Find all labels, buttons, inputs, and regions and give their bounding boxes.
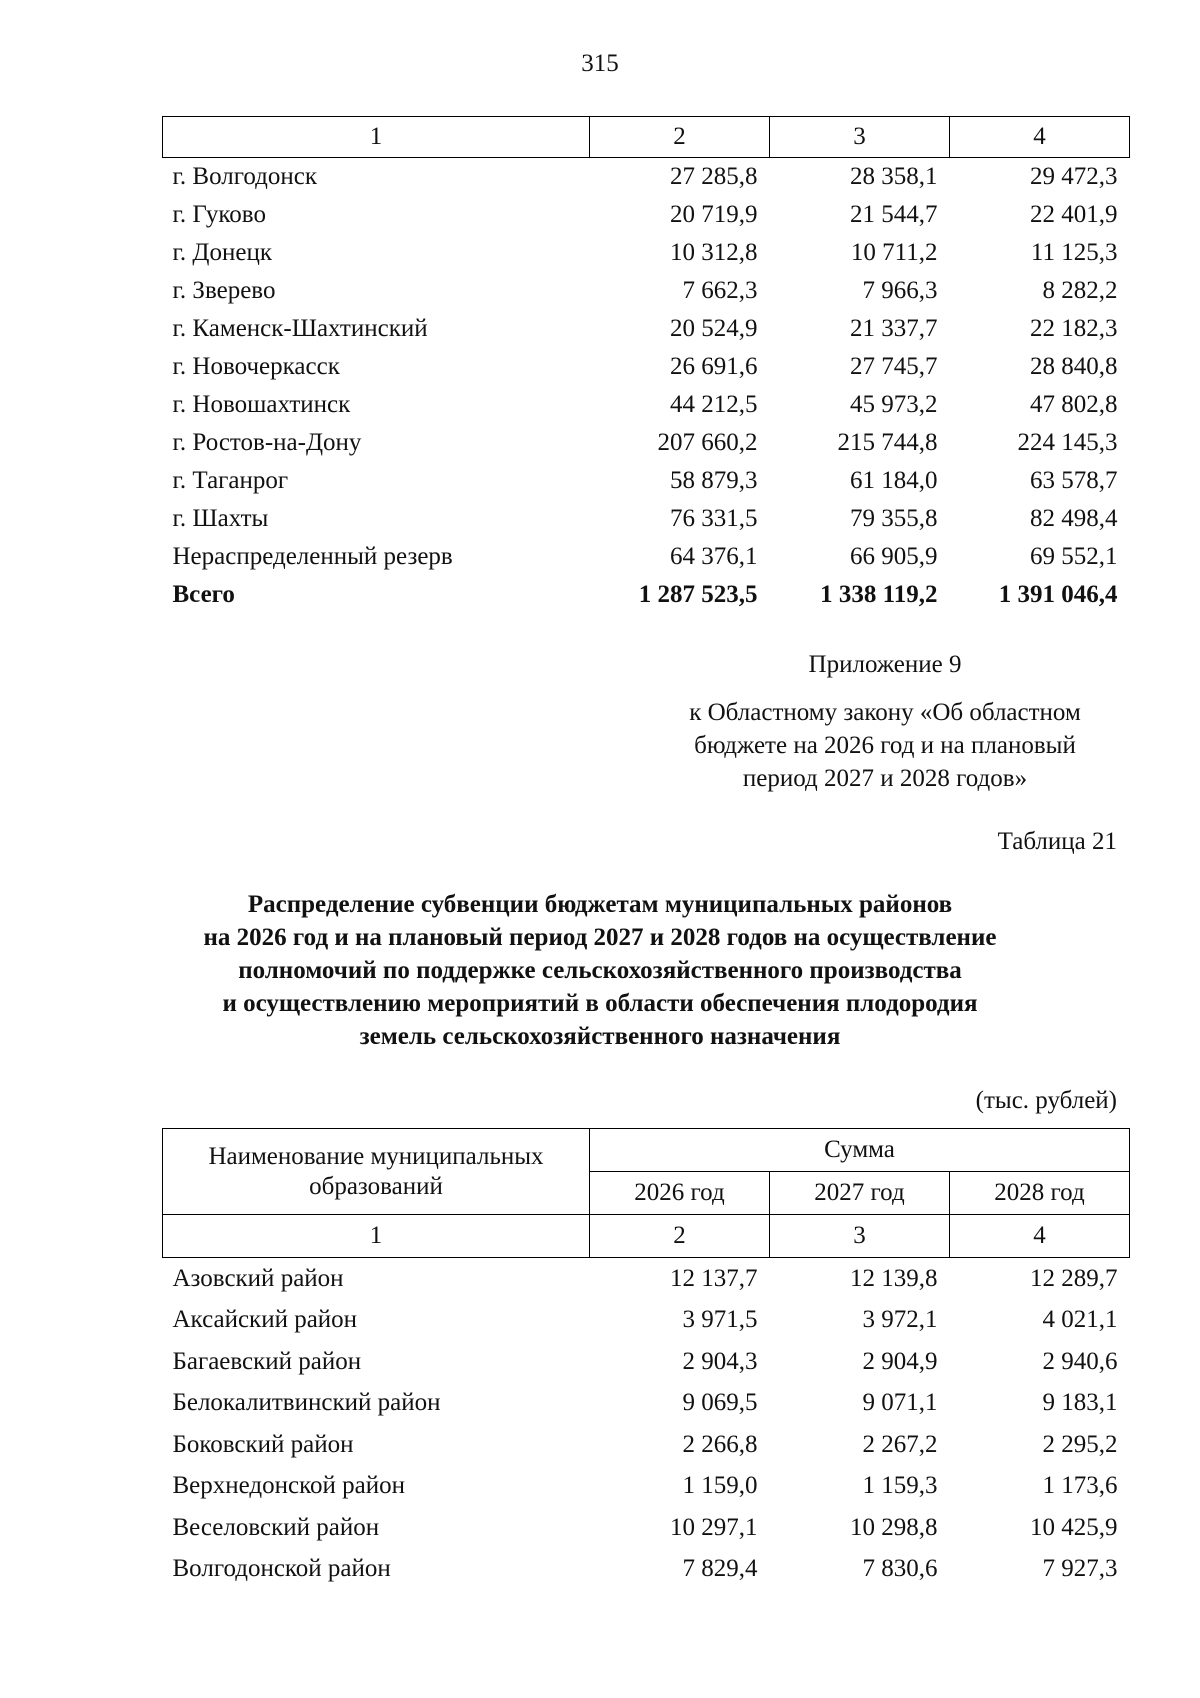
units-label: (тыс. рублей) (975, 1087, 1117, 1114)
row-value-2027: 79 355,8 (850, 505, 938, 532)
table-row (163, 196, 1130, 234)
row-value-2028: 2 940,6 (1042, 1347, 1118, 1375)
table-label: Таблица 21 (997, 828, 1117, 855)
table-row (163, 1341, 1130, 1383)
appendix-title: Приложение 9 (808, 651, 962, 678)
row-value-2027: 10 298,8 (850, 1513, 938, 1541)
table-row (163, 500, 1130, 538)
row-value-2028: 47 802,8 (1030, 391, 1118, 418)
row-value-2027: 21 544,7 (850, 201, 938, 228)
row-name-cell: Багаевский район (172, 1347, 362, 1375)
row-value-2028: 8 282,2 (1042, 277, 1118, 304)
row-value-2026: 10 297,1 (670, 1513, 758, 1541)
row-value-2027: 7 966,3 (862, 277, 938, 304)
table-row (163, 1507, 1130, 1549)
row-name-cell: Нераспределенный резерв (172, 543, 453, 570)
caption-line: и осуществлению мероприятий в области обеспечения плодородия (222, 990, 978, 1017)
caption-line: полномочий по поддержке сельскохозяйственного производства (238, 957, 962, 984)
table-row (163, 272, 1130, 310)
row-value-2026: 20 719,9 (670, 201, 758, 228)
row-value-2026: 26 691,6 (670, 353, 758, 380)
table-row (163, 386, 1130, 424)
column-header-sum: Сумма (590, 1129, 1130, 1172)
table-row (163, 1424, 1130, 1466)
table-districts (162, 1128, 1130, 1590)
column-number-3: 3 (770, 1215, 950, 1258)
appendix-line: к Областному закону «Об областном (689, 699, 1081, 726)
row-name-cell: Белокалитвинский район (172, 1389, 441, 1417)
row-value-2027: 45 973,2 (850, 391, 938, 418)
row-name-cell: Всего (172, 581, 235, 608)
table-row (163, 538, 1130, 576)
row-value-2028: 69 552,1 (1030, 543, 1118, 570)
row-value-2027: 1 159,3 (862, 1472, 938, 1500)
row-value-2028: 22 182,3 (1030, 315, 1118, 342)
column-number-2: 2 (590, 1215, 770, 1258)
row-value-2028: 28 840,8 (1030, 353, 1118, 380)
column-number-1: 1 (163, 1215, 590, 1258)
row-value-2028: 1 391 046,4 (998, 581, 1118, 608)
row-value-2028: 7 927,3 (1042, 1555, 1118, 1583)
row-value-2027: 1 338 119,2 (820, 581, 938, 608)
appendix-line: период 2027 и 2028 годов» (742, 765, 1028, 792)
row-name-cell: Веселовский район (172, 1513, 380, 1541)
table-row (163, 424, 1130, 462)
row-name-cell: г. Гуково (172, 201, 266, 228)
column-header-year: 2028 год (950, 1172, 1130, 1215)
column-number-3: 3 (770, 117, 950, 158)
row-name-cell: г. Таганрог (172, 467, 289, 494)
row-name-cell: г. Ростов-на-Дону (172, 429, 362, 456)
row-value-2026: 3 971,5 (682, 1306, 758, 1334)
row-value-2026: 20 524,9 (670, 315, 758, 342)
row-name-cell: г. Каменск-Шахтинский (172, 315, 428, 342)
row-value-2027: 10 711,2 (850, 239, 938, 266)
caption-line: Распределение субвенции бюджетам муниципальных районов (247, 891, 953, 918)
appendix-text (640, 696, 1130, 795)
header-line: образований (309, 1172, 443, 1200)
table-header-row (163, 1129, 1130, 1172)
row-value-2028: 29 472,3 (1030, 163, 1118, 190)
row-value-2027: 215 744,8 (837, 429, 938, 456)
row-value-2026: 1 287 523,5 (638, 581, 758, 608)
row-value-2026: 207 660,2 (657, 429, 758, 456)
row-value-2028: 63 578,7 (1030, 467, 1118, 494)
row-value-2027: 12 139,8 (850, 1264, 938, 1292)
row-name-cell: г. Шахты (172, 505, 269, 532)
table-total-row (163, 576, 1130, 614)
table-row (163, 1383, 1130, 1425)
row-name-cell: Азовский район (172, 1264, 344, 1292)
table-header-row (163, 117, 1130, 158)
table-row (163, 1300, 1130, 1342)
column-header-year: 2026 год (590, 1172, 770, 1215)
row-value-2026: 64 376,1 (670, 543, 758, 570)
row-value-2026: 76 331,5 (670, 505, 758, 532)
row-value-2027: 27 745,7 (850, 353, 938, 380)
column-number-4: 4 (950, 117, 1130, 158)
table-row (163, 1258, 1130, 1300)
row-value-2026: 12 137,7 (670, 1264, 758, 1292)
row-value-2027: 2 904,9 (862, 1347, 938, 1375)
row-value-2028: 4 021,1 (1042, 1306, 1118, 1334)
row-value-2028: 1 173,6 (1042, 1472, 1118, 1500)
row-value-2026: 10 312,8 (670, 239, 758, 266)
table-cities (162, 116, 1130, 614)
column-number-2: 2 (590, 117, 770, 158)
row-value-2026: 44 212,5 (670, 391, 758, 418)
table-header-numbers-row (163, 1215, 1130, 1258)
table-row (163, 310, 1130, 348)
row-value-2028: 9 183,1 (1042, 1389, 1118, 1417)
table-row (163, 1549, 1130, 1591)
row-value-2027: 61 184,0 (850, 467, 938, 494)
row-value-2026: 9 069,5 (682, 1389, 758, 1417)
header-line: Наименование муниципальных (208, 1142, 544, 1170)
column-header-name (163, 1129, 590, 1215)
table-row (163, 462, 1130, 500)
row-value-2026: 27 285,8 (670, 163, 758, 190)
row-value-2026: 2 266,8 (682, 1430, 758, 1458)
column-number-1: 1 (163, 117, 590, 158)
row-name-cell: Боковский район (172, 1430, 354, 1458)
table-row (163, 1466, 1130, 1508)
caption-line: земель сельскохозяйственного назначения (359, 1023, 841, 1050)
row-value-2028: 12 289,7 (1030, 1264, 1118, 1292)
table-row (163, 348, 1130, 386)
row-value-2027: 2 267,2 (862, 1430, 938, 1458)
row-value-2028: 11 125,3 (1030, 239, 1118, 266)
row-value-2027: 3 972,1 (862, 1306, 938, 1334)
row-value-2028: 82 498,4 (1030, 505, 1118, 532)
row-value-2026: 7 829,4 (682, 1555, 758, 1583)
row-value-2028: 10 425,9 (1030, 1513, 1118, 1541)
row-value-2026: 1 159,0 (682, 1472, 758, 1500)
row-value-2027: 66 905,9 (850, 543, 938, 570)
row-value-2027: 28 358,1 (850, 163, 938, 190)
row-value-2026: 2 904,3 (682, 1347, 758, 1375)
column-header-year: 2027 год (770, 1172, 950, 1215)
row-value-2027: 7 830,6 (862, 1555, 938, 1583)
row-name-cell: г. Волгодонск (172, 163, 318, 190)
row-value-2026: 58 879,3 (670, 467, 758, 494)
row-value-2028: 22 401,9 (1030, 201, 1118, 228)
column-number-4: 4 (950, 1215, 1130, 1258)
row-value-2028: 224 145,3 (1017, 429, 1118, 456)
row-name-cell: г. Новошахтинск (172, 391, 351, 418)
row-value-2026: 7 662,3 (682, 277, 758, 304)
appendix-line: бюджете на 2026 год и на плановый (694, 732, 1076, 759)
table-caption (150, 888, 1050, 1053)
caption-line: на 2026 год и на плановый период 2027 и 2028 годов на осуществление (203, 924, 997, 951)
row-name-cell: Верхнедонской район (172, 1472, 405, 1500)
row-value-2028: 2 295,2 (1042, 1430, 1118, 1458)
page-number: 315 (581, 50, 619, 77)
row-value-2027: 9 071,1 (862, 1389, 938, 1417)
row-name-cell: г. Донецк (172, 239, 272, 266)
row-value-2027: 21 337,7 (850, 315, 938, 342)
row-name-cell: г. Новочеркасск (172, 353, 340, 380)
table-row (163, 234, 1130, 272)
row-name-cell: Волгодонской район (172, 1555, 391, 1583)
row-name-cell: Аксайский район (172, 1306, 358, 1334)
row-name-cell: г. Зверево (172, 277, 276, 304)
table-row (163, 158, 1130, 197)
